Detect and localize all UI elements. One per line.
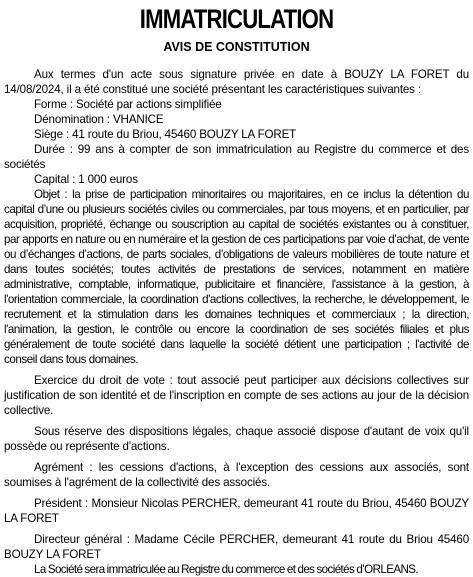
paragraph-duration: Durée : 99 ans à compter de son immatriculation au Registre du commerce et des sociétés — [4, 143, 469, 171]
paragraph-purpose: Objet : la prise de participation minoritaires ou majoritaires, en ce inclus la détention du capital d’une ou plusieurs sociétés civiles ou commerciales, par tous moyens, et en particulier, par acquisition, propriété, échange ou souscription au capital de sociétés existantes ou à constituer, par apports en nature ou en numéraire et la gestion de ces participations par voie d’achat, de vente ou d’échanges d’actions, de parts sociales, d’obligations de valeurs mobilières de toute nature et dans toutes sociétés; toutes activités de prestations de services, notamment en matière administrative, comptable, informatique, publicitaire et financière, l'assistance à la gestion, à l'orientation commerciale, la coordination d'actions collectives, la recherche, le développement, le recrutement et la stimulation dans les domaines techniques et commerciaux ; la direction, l'animation, la gestion, le contrôle ou encore la coordination de ses sociétés filiales et plus généralement de toute société dans laquelle la société détient une participation ; l'activité de conseil dans tous domaines. — [4, 188, 469, 366]
paragraph-capital: Capital : 1 000 euros — [34, 173, 138, 186]
paragraph-votes: Sous réserve des dispositions légales, chaque associé dispose d'autant de voix qu'il possède ou représente d'actions. — [4, 425, 469, 453]
paragraph-managing-director: Directeur général : Madame Cécile PERCHER, demeurant 41 route du Briou 45460 BOUZY LA FORET — [4, 533, 469, 561]
paragraph-president: Président : Monsieur Nicolas PERCHER, demeurant 41 route du Briou, 45460 BOUZY LA FORET — [4, 497, 469, 525]
paragraph-registration: La Société sera immatriculée au Registre du commerce et des sociétés d’ORLEANS. — [34, 563, 418, 576]
paragraph-intro: Aux termes d'un acte sous signature privée en date à BOUZY LA FORET du 14/08/2024, il a été constitué une société présentant les caractéristiques suivantes : — [4, 68, 469, 96]
paragraph-voting: Exercice du droit de vote : tout associé peut participer aux décisions collectives sur justification de son identité et de l'inscription en compte de ses actions au jour de la décision collective. — [4, 374, 469, 417]
paragraph-seat: Siège : 41 route du Briou, 45460 BOUZY LA FORET — [34, 128, 297, 141]
notice-body — [4, 67, 469, 577]
notice-subhead: AVIS DE CONSTITUTION — [163, 40, 310, 54]
paragraph-name: Dénomination : VHANICE — [34, 113, 164, 126]
paragraph-approval: Agrément : les cessions d'actions, à l'exception des cessions aux associés, sont soumises à l'agrément de la collectivité des associés. — [4, 461, 469, 489]
paragraph-form: Forme : Société par actions simplifiée — [34, 98, 222, 111]
notice-headline: IMMATRICULATION — [139, 4, 334, 34]
